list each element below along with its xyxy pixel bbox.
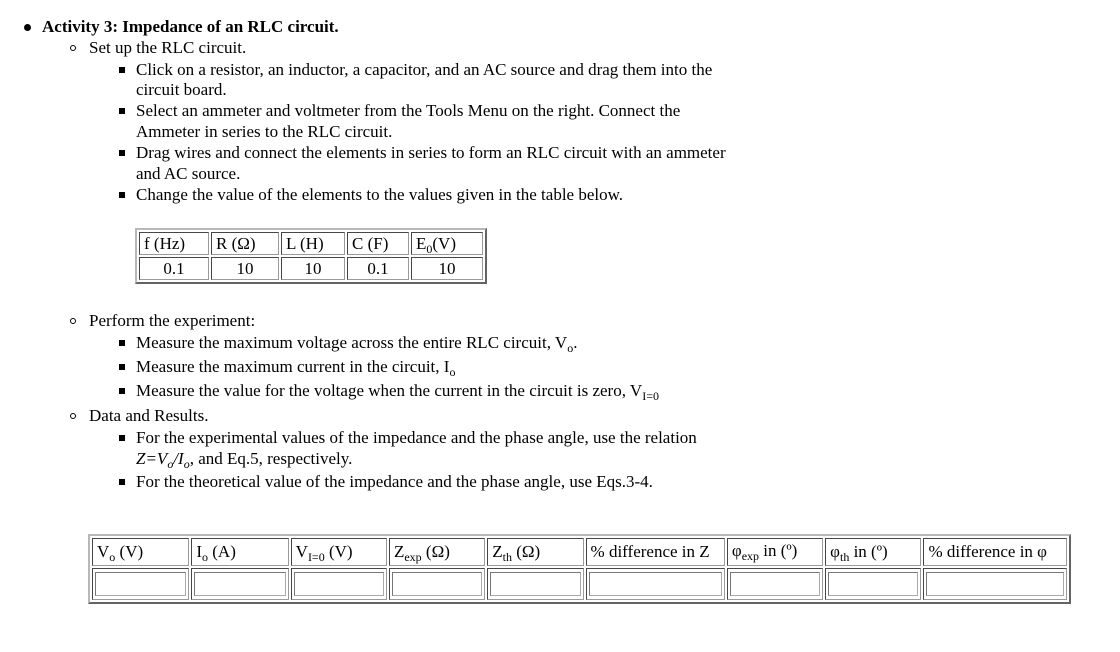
experiment-item-2: Measure the maximum current in the circuit, $I_o$ xyxy=(136,357,456,379)
results-cell-vo xyxy=(92,568,189,600)
experiment-heading: Perform the experiment: xyxy=(89,311,256,330)
setup-item-3: Drag wires and connect the elements in series to form an RLC circuit with an ammeter xyxy=(136,143,726,162)
phi-exp-input[interactable] xyxy=(730,572,820,596)
setup-heading: Set up the RLC circuit. xyxy=(89,38,247,57)
bullet xyxy=(119,479,125,485)
data-results-item-1-cont: $Z=V_o/I_o$, and Eq.5, respectively. xyxy=(136,449,353,471)
data-results-item-2: For the theoretical value of the impedance and the phase angle, use Eqs.3-4. xyxy=(136,472,653,491)
vo-input[interactable] xyxy=(95,572,186,596)
bullet xyxy=(119,340,125,346)
results-cell-diff-phi xyxy=(923,568,1067,600)
results-cell-diff-z xyxy=(586,568,725,600)
results-header-vo: $V_o$ (V) xyxy=(92,538,189,566)
setup-item-1: Click on a resistor, an inductor, a capacitor, and an AC source and drag them into the xyxy=(136,60,713,79)
data-results-heading: Data and Results. xyxy=(89,406,209,425)
zexp-input[interactable] xyxy=(392,572,482,596)
bullet xyxy=(119,150,125,156)
results-header-phi-th: $\varphi_{th}$ in (º) xyxy=(825,538,921,566)
results-header-zth: $Z_{th}$ (Ω) xyxy=(487,538,583,566)
bullet xyxy=(119,435,125,441)
params-header-e: $E_0(V)$ xyxy=(411,232,483,255)
bullet xyxy=(119,388,125,394)
bullet xyxy=(24,24,31,31)
bullet xyxy=(119,192,125,198)
bullet xyxy=(119,108,125,114)
setup-item-2-cont: Ammeter in series to the RLC circuit. xyxy=(136,122,393,141)
params-value-l: 10 xyxy=(281,257,345,280)
bullet xyxy=(119,364,125,370)
results-cell-phi-th xyxy=(825,568,921,600)
results-cell-zexp xyxy=(389,568,485,600)
data-results-item-1: For the experimental values of the impedance and the phase angle, use the relation xyxy=(136,428,697,447)
setup-item-3-cont: and AC source. xyxy=(136,164,241,183)
vi0-input[interactable] xyxy=(294,572,384,596)
params-table xyxy=(135,228,487,284)
experiment-item-3: Measure the value for the voltage when the current in the circuit is zero, $V_{I=0}$ xyxy=(136,381,659,403)
results-header-vi0: $V_{I=0}$ (V) xyxy=(291,538,387,566)
results-header-diff-phi: % difference in φ xyxy=(923,538,1067,566)
bullet xyxy=(70,45,76,51)
bullet xyxy=(119,67,125,73)
zth-input[interactable] xyxy=(490,572,580,596)
params-header-l: L (H) xyxy=(281,232,345,255)
results-header-zexp: $Z_{exp}$ (Ω) xyxy=(389,538,485,566)
setup-item-1-cont: circuit board. xyxy=(136,80,227,99)
results-header-diff-z: % difference in Z xyxy=(586,538,725,566)
phi-th-input[interactable] xyxy=(828,572,918,596)
io-input[interactable] xyxy=(194,572,285,596)
diff-phi-input[interactable] xyxy=(926,572,1064,596)
results-header-phi-exp: $\varphi_{exp}$ in (º) xyxy=(727,538,823,566)
params-value-r: 10 xyxy=(211,257,279,280)
setup-item-4: Change the value of the elements to the values given in the table below. xyxy=(136,185,624,204)
results-table xyxy=(88,534,1071,604)
results-cell-phi-exp xyxy=(727,568,823,600)
bullet xyxy=(70,413,76,419)
params-header-r: R (Ω) xyxy=(211,232,279,255)
results-cell-vi0 xyxy=(291,568,387,600)
diff-z-input[interactable] xyxy=(589,572,722,596)
setup-item-2: Select an ammeter and voltmeter from the Tools Menu on the right. Connect the xyxy=(136,101,681,120)
experiment-item-1: Measure the maximum voltage across the entire RLC circuit, $V_o$. xyxy=(136,333,578,355)
params-header-f: f (Hz) xyxy=(139,232,209,255)
activity-title: Activity 3: Impedance of an RLC circuit. xyxy=(42,17,339,36)
params-value-e: 10 xyxy=(411,257,483,280)
params-header-c: C (F) xyxy=(347,232,409,255)
params-value-c: 0.1 xyxy=(347,257,409,280)
results-header-io: $I_o$ (A) xyxy=(191,538,288,566)
params-value-f: 0.1 xyxy=(139,257,209,280)
bullet xyxy=(70,318,76,324)
results-cell-zth xyxy=(487,568,583,600)
results-cell-io xyxy=(191,568,288,600)
